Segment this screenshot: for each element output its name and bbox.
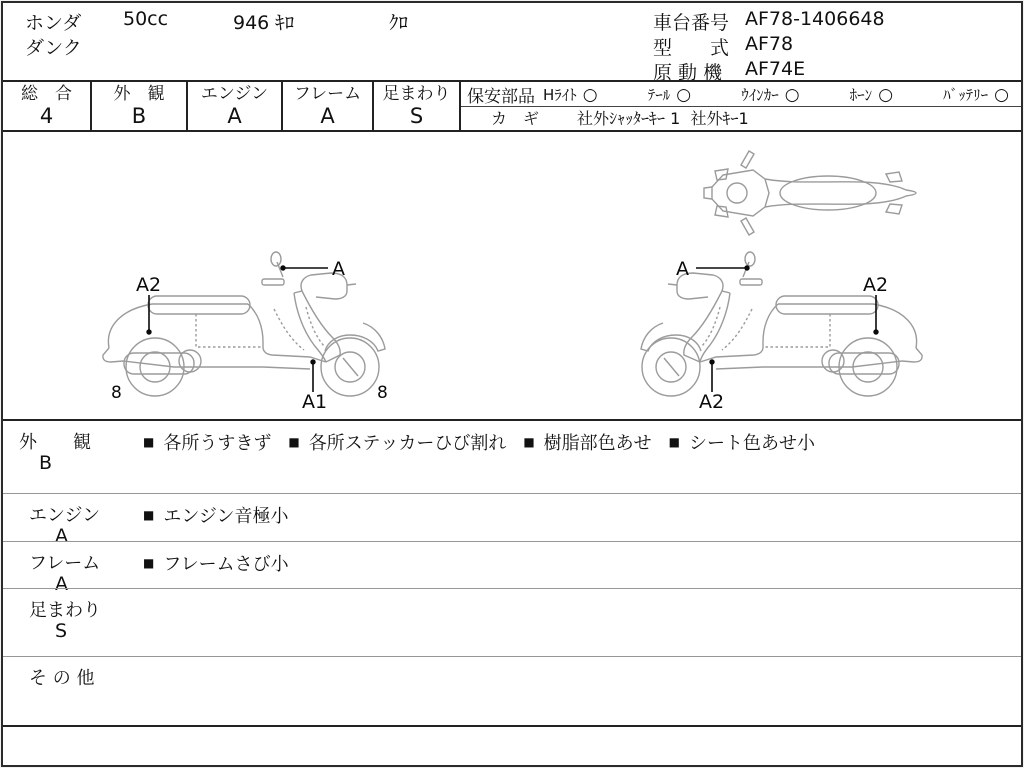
safety-part-name: ﾎｰﾝ bbox=[849, 85, 873, 104]
damage-label-a2: A2 bbox=[136, 274, 162, 296]
safety-part-name: ｳｲﾝｶｰ bbox=[741, 85, 779, 104]
remark-notes bbox=[143, 429, 815, 455]
wheel-code-rear: 8 bbox=[111, 383, 122, 403]
model-code-row bbox=[653, 33, 885, 58]
remark-note bbox=[523, 429, 651, 455]
remark-row-exterior bbox=[3, 419, 1021, 493]
status-circle-icon: ○ bbox=[784, 84, 800, 105]
remark-row-engine bbox=[3, 493, 1021, 547]
vehicle-id-block bbox=[653, 8, 885, 83]
damage-label-a: A bbox=[332, 258, 345, 280]
grade-value: 4 bbox=[39, 104, 54, 128]
displacement: 50cc bbox=[123, 8, 169, 30]
grade-cell-undercarriage bbox=[374, 82, 461, 130]
grade-cell-frame bbox=[283, 82, 374, 130]
remark-note-text: シート色あせ小 bbox=[689, 433, 816, 454]
remark-note-text: エンジン音極小 bbox=[163, 506, 289, 527]
grade-value: A bbox=[227, 104, 242, 128]
grade-cell-exterior bbox=[92, 82, 188, 130]
status-circle-icon: ○ bbox=[878, 84, 894, 105]
remark-note-text: フレームさび小 bbox=[163, 554, 289, 575]
status-circle-icon: ○ bbox=[582, 84, 598, 105]
model-code-label: 型 式 bbox=[653, 37, 730, 59]
safety-part-name: ﾃｰﾙ bbox=[647, 85, 671, 104]
model-code-value: AF78 bbox=[745, 33, 794, 55]
remark-note bbox=[143, 550, 289, 576]
remark-section-grade: A bbox=[55, 525, 68, 547]
damage-label-a1: A1 bbox=[302, 391, 328, 413]
grade-label: 総 合 bbox=[21, 84, 72, 104]
remark-section-grade: B bbox=[39, 452, 53, 474]
safety-part-name: ﾊﾞｯﾃﾘｰ bbox=[943, 85, 989, 104]
status-circle-icon: ○ bbox=[676, 84, 692, 105]
grade-table bbox=[3, 80, 1021, 132]
grade-cell-overall bbox=[3, 82, 92, 130]
bullet-square-icon: ■ bbox=[143, 435, 155, 449]
scooter-top-view bbox=[693, 148, 933, 243]
remark-note-text: 各所うすきず bbox=[163, 433, 272, 454]
status-circle-icon: ○ bbox=[994, 84, 1009, 105]
safety-part bbox=[943, 84, 1009, 105]
remark-row-frame bbox=[3, 541, 1021, 595]
safety-parts-row bbox=[461, 82, 1021, 107]
damage-label-a2-rear: A2 bbox=[863, 274, 889, 296]
remark-section-label: 外 観 bbox=[19, 432, 91, 453]
chassis-number-value: AF78-1406648 bbox=[745, 8, 885, 30]
engine-code-value: AF74E bbox=[745, 58, 806, 80]
remark-section-grade: A bbox=[55, 573, 68, 595]
wheel-code-front: 8 bbox=[377, 383, 388, 403]
safety-parts-items bbox=[543, 84, 1009, 105]
chassis-number-row bbox=[653, 8, 885, 33]
remark-note-text: 各所ステッカーひび割れ bbox=[308, 433, 507, 454]
safety-parts-label: 保安部品 bbox=[467, 86, 535, 107]
remark-section-label: そ の 他 bbox=[29, 668, 95, 689]
remark-section-label: フレーム bbox=[29, 553, 101, 574]
damage-diagram-area bbox=[3, 130, 1021, 419]
header bbox=[3, 3, 1021, 84]
remark-row-undercarriage bbox=[3, 588, 1021, 656]
remark-notes bbox=[143, 550, 289, 576]
bullet-square-icon: ■ bbox=[288, 435, 300, 449]
remark-note bbox=[288, 429, 506, 455]
safety-part bbox=[850, 84, 893, 105]
chassis-number-label: 車台番号 bbox=[653, 12, 730, 34]
grade-label: 外 観 bbox=[113, 84, 165, 104]
damage-label-a: A bbox=[676, 258, 689, 280]
maker-name: ホンダ bbox=[25, 12, 82, 34]
remark-section-label: 足まわり bbox=[29, 600, 101, 621]
remark-note bbox=[143, 429, 271, 455]
safety-part-name: Hﾗｲﾄ bbox=[543, 85, 577, 104]
grade-label: エンジン bbox=[200, 84, 269, 104]
bullet-square-icon: ■ bbox=[523, 435, 535, 449]
remark-row-other bbox=[3, 656, 1021, 727]
remark-section-label: エンジン bbox=[29, 505, 101, 526]
remark-section-grade: S bbox=[55, 620, 68, 642]
damage-label-a2-front: A2 bbox=[699, 391, 725, 413]
scooter-side-view-right bbox=[618, 251, 968, 416]
bullet-square-icon: ■ bbox=[143, 508, 155, 522]
grade-label: 足まわり bbox=[382, 84, 451, 104]
bullet-square-icon: ■ bbox=[668, 435, 681, 449]
safety-parts-section bbox=[461, 82, 1021, 130]
key-value: 社外ｼｬｯﾀｰｷｰ 1 社外ｷｰ1 bbox=[577, 109, 749, 128]
mileage: 946 ｷﾛ bbox=[233, 12, 295, 34]
key-row bbox=[461, 107, 1021, 128]
body-color: ｸﾛ bbox=[389, 12, 409, 34]
grade-value: B bbox=[131, 104, 147, 128]
model-name: ダンク bbox=[25, 37, 82, 59]
engine-code-label: 原 動 機 bbox=[653, 62, 723, 84]
remark-note bbox=[143, 502, 288, 528]
auction-sheet bbox=[1, 1, 1023, 767]
scooter-side-view-left bbox=[78, 251, 408, 416]
grade-label: フレーム bbox=[293, 84, 362, 104]
safety-part bbox=[543, 84, 598, 105]
grade-value: S bbox=[409, 104, 424, 128]
grade-cell-engine bbox=[188, 82, 283, 130]
safety-part bbox=[648, 84, 691, 105]
remarks-table bbox=[3, 419, 1021, 727]
remark-note bbox=[669, 429, 815, 455]
grade-value: A bbox=[320, 104, 335, 128]
bullet-square-icon: ■ bbox=[143, 556, 155, 570]
safety-part bbox=[741, 84, 799, 105]
remark-note-text: 樹脂部色あせ bbox=[543, 433, 652, 454]
remark-notes bbox=[143, 502, 288, 528]
key-label: カ ギ bbox=[491, 109, 540, 128]
